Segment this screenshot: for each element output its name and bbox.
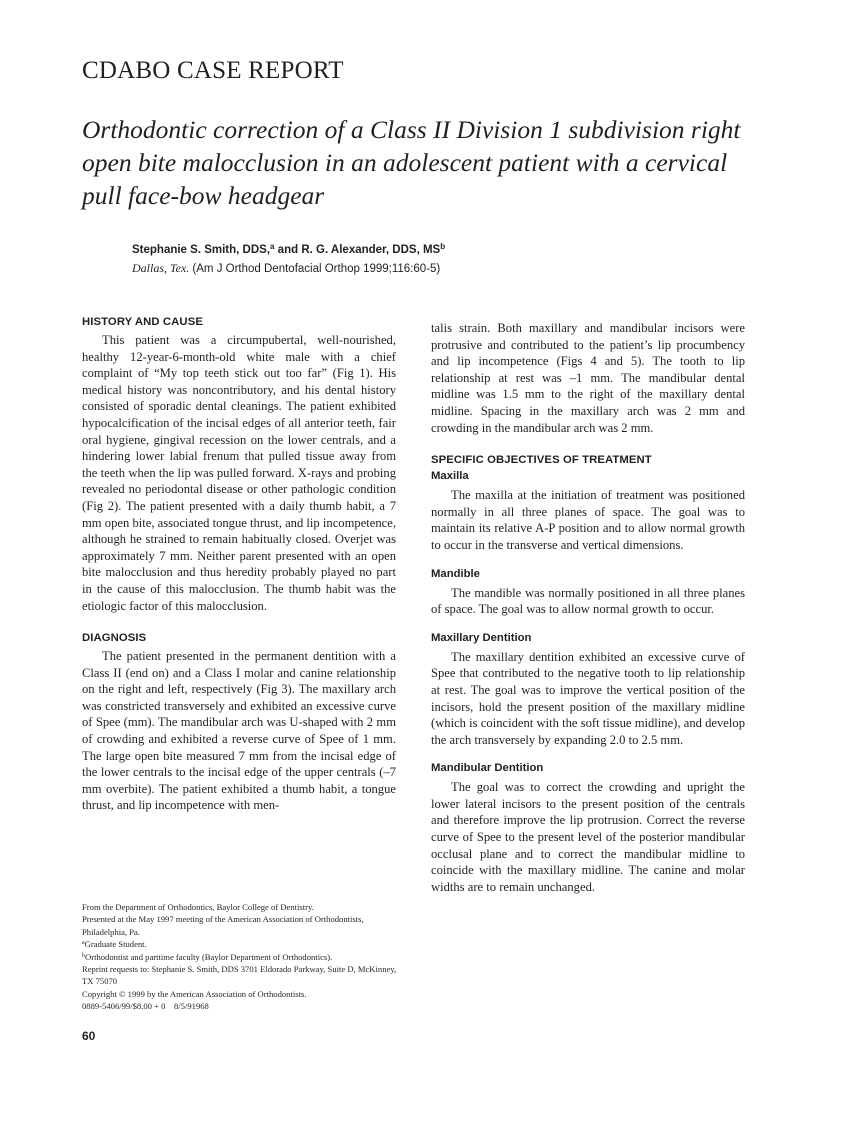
author-2: and R. G. Alexander, DDS, MS [274,244,441,256]
journal-citation: (Am J Orthod Dentofacial Orthop 1999;116:60-5) [189,263,441,275]
footnote-department: From the Department of Orthodontics, Baylor College of Dentistry. [82,902,314,912]
article-title [82,113,772,212]
title-line-1: Orthodontic correction of a Class II Division 1 subdivision right [82,115,741,144]
mandibular-dentition-paragraph: The goal was to correct the crowding and upright the lower lateral incisors to the present position of the centrals and therefore improve the lip protrusion. Correct the reverse curve of Spee to the present level of the posterior mandibular occlusal plane and to correct the mandibular midline to coincide with the maxillary midline. The canine and molar widths are to remain unchanged. [431,780,745,894]
footnote-b: $^b$Orthodontist and parttime faculty (Baylor Department of Orthodontics). [82,951,333,962]
affiliation-marker-a: a [270,242,275,251]
author-line [132,244,445,256]
location: Dallas, Tex. [132,261,190,275]
subsection-mandibular-dentition [431,762,745,895]
section-heading: DIAGNOSIS [82,632,147,645]
maxillary-dentition-paragraph: The maxillary dentition exhibited an excessive curve of Spee that contributed to the negative tooth to lip relationship at rest. The goal was to improve the vertical position of the incisors, hold the present position of the maxillary midline (which is coincident with the soft tissue midline), and develop the arch transversely by expanding 2.0 to 2.5 mm. [431,649,745,747]
affiliation-marker-b: b [440,242,446,251]
section-heading: HISTORY AND CAUSE [82,316,203,328]
subsection-heading: Mandibular Dentition [431,762,544,775]
citation-line [132,261,440,276]
subsection-mandible [431,568,745,618]
left-column [82,316,396,814]
section-diagnosis [82,632,396,814]
author-1: Stephanie S. Smith, DDS, [132,244,271,256]
right-column [431,320,745,895]
subsection-heading: Mandible [431,567,480,580]
footnote-issn: 0889-5406/99/$8.00 + 0 8/5/91968 [82,1001,209,1012]
subsection-maxilla [431,470,745,553]
section-history-and-cause [82,316,396,614]
subsection-heading: Maxilla [431,470,469,483]
diagnosis-continuation: talis strain. Both maxillary and mandibular incisors were protrusive and contributed to the patient’s lip procumbency and lip incompetence (Figs 4 and 5). The tooth to lip relationship at rest was –1 mm. The mandibular dental midline was 1.5 mm to the right of the maxillary dental midline. Spacing in the maxillary arch was 2 mm and crowding in the mandibular arch was 2 mm. [431,321,745,435]
maxilla-paragraph: The maxilla at the initiation of treatment was positioned normally in all three planes of space. The goal was to maintain its relative A-P position and to allow normal growth to occur in the transverse and vertical dimensions. [431,488,745,552]
subsection-maxillary-dentition [431,632,745,749]
page-number: 60 [82,1029,96,1043]
section-specific-objectives [431,454,745,895]
diagnosis-paragraph: The patient presented in the permanent dentition with a Class II (end on) and a Class I molar and canine relationship on the right and left, respectively (Fig 3). The maxillary arch was constricted transversely and exhibited an excessive curve of Spee (mm). The mandibular arch was U-shaped with 2 mm of crowding and exhibited a reverse curve of Spee of 1 mm. The large open bite measured 7 mm from the incisal edge of the lower centrals to the incisal edge of the upper centrals (–7 mm overbite). The patient exhibited a thumb habit, a tongue thrust, and lip incompetence with men- [82,649,396,813]
footnote-reprints: Reprint requests to: Stephanie S. Smith, DDS 3701 Eldorado Parkway, Suite D, McKinney, TX 75070 [82,964,397,987]
footnote-a: $^a$Graduate Student. [82,939,147,950]
footnote-copyright: Copyright © 1999 by the American Association of Orthodontists. [82,988,307,999]
footnotes [82,901,402,1013]
footnote-presented: Presented at the May 1997 meeting of the American Association of Orthodontists, Philadelphia, Pa. [82,914,364,937]
subsection-heading: Maxillary Dentition [431,631,532,644]
section-heading: SPECIFIC OBJECTIVES OF TREATMENT [431,454,652,467]
title-line-2: open bite malocclusion in an adolescent patient with a cervical [82,148,728,177]
title-line-3: pull face-bow headgear [82,181,325,210]
mandible-paragraph: The mandible was normally positioned in all three planes of space. The goal was to allow normal growth to occur. [431,585,745,617]
history-paragraph: This patient was a circumpubertal, well-nourished, healthy 12-year-6-month-old white male with a chief complaint of “My top teeth stick out too far” (Fig 1). His medical history was noncontributory, and his dental history consisted of sporadic dental cleanings. The patient exhibited hypocalcification of the incisal edges of all anterior teeth, fair oral hygiene, gingival recession on the lower centrals, and a hindering lower labial frenum that pulled tissue away from the teeth when the lip was pulled forward. X-rays and probing revealed no periodontal disease or other pathologic condition (Fig 2). The patient presented with a daily thumb habit, a 7 mm open bite, associated tongue thrust, and lip incompetence, although he strained to remain habitually closed. Overjet was approximately 7 mm. Neither parent presented with an open bite malocclusion and thus heredity probably played no part in the cause of this malocclusion. The thumb habit was the etiologic factor of this malocclusion. [82,333,396,613]
running-head: CDABO CASE REPORT [82,57,344,84]
